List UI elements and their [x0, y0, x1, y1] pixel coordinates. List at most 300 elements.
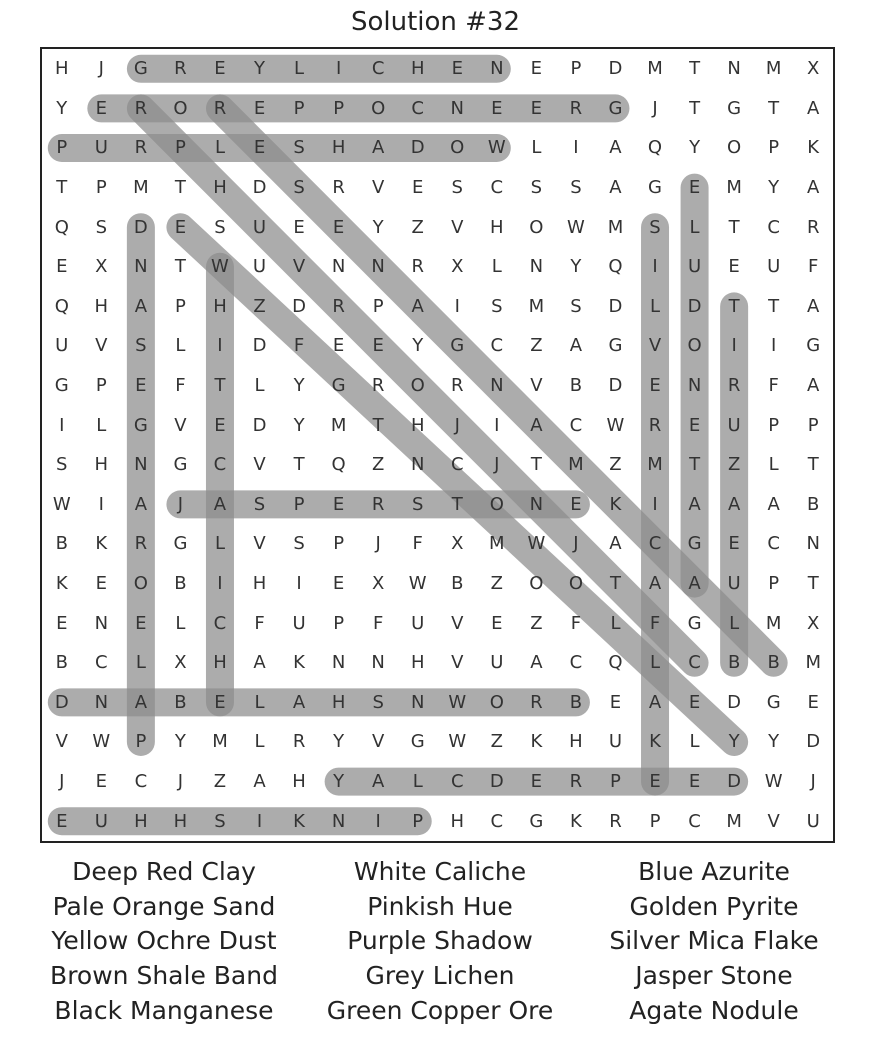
grid-cell: J — [375, 533, 381, 555]
grid-cell: E — [491, 612, 503, 634]
grid-cell: F — [293, 335, 305, 357]
grid-cell: P — [768, 414, 780, 436]
grid-cell: D — [292, 295, 306, 317]
grid-cell: N — [94, 612, 109, 634]
grid-cell: A — [134, 691, 148, 713]
grid-cell: C — [411, 97, 424, 119]
grid-cell: R — [134, 97, 148, 119]
grid-cell: P — [649, 810, 661, 832]
grid-cell: V — [253, 454, 266, 476]
grid-cell: S — [293, 533, 305, 555]
grid-cell: Y — [570, 256, 582, 278]
grid-cell: D — [410, 137, 425, 159]
grid-cell: C — [490, 177, 504, 199]
grid-cell: N — [490, 375, 504, 397]
grid-cell: S — [530, 177, 543, 199]
grid-cell: R — [332, 177, 345, 199]
grid-cell: W — [448, 691, 467, 713]
grid-cell: E — [214, 58, 226, 80]
word-list-item: Pale Orange Sand — [52, 891, 276, 921]
grid-cell: Z — [490, 573, 503, 595]
grid-cell: L — [689, 216, 700, 238]
grid-cell: Y — [293, 414, 305, 436]
grid-cell: M — [726, 810, 742, 832]
grid-cell: C — [569, 652, 583, 674]
grid-cell: W — [606, 414, 625, 436]
grid-cell: H — [134, 810, 148, 832]
grid-cell: X — [95, 256, 108, 278]
grid-cell: J — [810, 771, 816, 793]
grid-cell: K — [530, 731, 543, 753]
grid-cell: P — [768, 573, 780, 595]
grid-cell: E — [56, 612, 68, 634]
grid-cell: H — [173, 810, 188, 832]
grid-cell: R — [213, 97, 227, 119]
grid-cell: M — [330, 414, 347, 436]
grid-cell: L — [650, 652, 661, 674]
grid-cell: D — [252, 335, 267, 357]
grid-cell: I — [652, 256, 658, 278]
grid-cell: F — [768, 375, 779, 397]
grid-cell: A — [688, 493, 701, 515]
grid-cell: N — [806, 533, 820, 555]
grid-cell: M — [212, 731, 228, 753]
grid-cell: V — [451, 652, 464, 674]
grid-cell: I — [217, 335, 223, 357]
grid-cell: U — [411, 612, 425, 634]
grid-cell: K — [55, 573, 68, 595]
grid-cell: S — [293, 177, 305, 199]
grid-cell: I — [296, 573, 302, 595]
grid-cell: W — [567, 216, 585, 238]
grid-cell: A — [807, 375, 820, 397]
grid-cell: L — [610, 612, 621, 634]
grid-cell: Q — [647, 137, 663, 159]
grid-cell: C — [490, 335, 504, 357]
grid-cell: S — [451, 177, 463, 199]
grid-cell: C — [450, 771, 464, 793]
grid-cell: L — [214, 137, 225, 159]
word-list-column-1 — [14, 855, 314, 1029]
grid-cell: C — [371, 58, 385, 80]
grid-cell: R — [371, 493, 385, 515]
grid-cell: C — [213, 612, 227, 634]
grid-cell: S — [214, 810, 226, 832]
word-list-item: Agate Nodule — [629, 995, 799, 1025]
grid-cell: B — [767, 652, 780, 674]
grid-cell: U — [687, 256, 702, 278]
grid-cell: V — [292, 256, 306, 278]
grid-cell: E — [807, 691, 819, 713]
grid-cell: N — [331, 652, 346, 674]
grid-cell: Z — [213, 771, 227, 793]
grid-cell: H — [410, 414, 425, 436]
grid-cell: E — [688, 771, 701, 793]
grid-cell: P — [174, 137, 186, 159]
grid-cell: U — [727, 414, 741, 436]
grid-cell: Z — [253, 295, 266, 317]
grid-cell: T — [609, 573, 621, 595]
word-list-item: Yellow Ochre Dust — [51, 926, 277, 956]
grid-cell: R — [451, 375, 464, 397]
grid-cell: F — [372, 612, 384, 634]
grid-cell: G — [331, 375, 346, 397]
grid-cell: A — [609, 137, 622, 159]
grid-cell: G — [727, 97, 742, 119]
grid-cell: X — [451, 533, 464, 555]
grid-cell: V — [55, 731, 68, 753]
grid-cell: Y — [372, 216, 384, 238]
grid-cell: N — [331, 256, 346, 278]
grid-cell: Y — [333, 771, 345, 793]
grid-cell: C — [450, 454, 464, 476]
word-list-item: White Caliche — [353, 857, 527, 886]
word-list-item: Silver Mica Flake — [609, 926, 819, 956]
grid-cell: L — [650, 295, 661, 317]
grid-cell: H — [94, 295, 109, 317]
grid-cell: T — [807, 573, 819, 595]
grid-cell: O — [529, 573, 544, 595]
grid-cell: L — [729, 612, 740, 634]
grid-cell: O — [410, 375, 425, 397]
grid-cell: S — [253, 493, 266, 515]
grid-cell: V — [530, 375, 543, 397]
grid-cell: X — [174, 652, 187, 674]
grid-cell: U — [806, 810, 820, 832]
word-list-item: Purple Shadow — [347, 926, 533, 956]
grid-cell: U — [727, 573, 741, 595]
grid-cell: C — [213, 454, 227, 476]
grid-cell: B — [55, 652, 68, 674]
grid-cell: M — [805, 652, 821, 674]
grid-cell: W — [211, 256, 229, 278]
grid-cell: A — [807, 177, 820, 199]
grid-cell: C — [767, 216, 780, 238]
grid-cell: Y — [56, 97, 68, 119]
grid-cell: R — [806, 216, 820, 238]
grid-cell: P — [333, 612, 345, 634]
grid-cell: E — [609, 691, 622, 713]
grid-cell: E — [214, 691, 226, 713]
grid-cell: O — [687, 335, 702, 357]
grid-cell: T — [728, 216, 740, 238]
grid-cell: E — [570, 493, 582, 515]
grid-cell: E — [332, 573, 345, 595]
grid-cell: W — [448, 731, 467, 753]
grid-cell: I — [98, 493, 104, 515]
grid-cell: T — [451, 493, 463, 515]
grid-cell: P — [610, 771, 621, 793]
grid-cell: O — [133, 573, 148, 595]
grid-cell: H — [331, 691, 346, 713]
grid-cell: P — [293, 493, 305, 515]
grid-cell: V — [451, 612, 464, 634]
grid-cell: Q — [54, 216, 69, 238]
grid-cell: R — [134, 533, 148, 555]
grid-cell: L — [214, 533, 225, 555]
grid-cell: Y — [768, 731, 780, 753]
grid-cell: O — [529, 216, 544, 238]
grid-cell: A — [807, 97, 820, 119]
grid-cell: H — [252, 573, 267, 595]
grid-cell: M — [647, 58, 663, 80]
grid-cell: R — [371, 375, 385, 397]
grid-cell: D — [608, 58, 623, 80]
grid-cell: N — [410, 691, 425, 713]
grid-cell: E — [728, 533, 740, 555]
grid-cell: L — [135, 652, 146, 674]
grid-cell: H — [490, 216, 504, 238]
grid-cell: D — [806, 731, 821, 753]
grid-cell: E — [332, 493, 345, 515]
grid-cell: A — [569, 335, 583, 357]
grid-cell: M — [765, 58, 782, 80]
grid-cell: T — [174, 256, 186, 278]
grid-cell: G — [766, 691, 781, 713]
grid-cell: Y — [689, 137, 701, 159]
grid-cell: U — [252, 216, 267, 238]
grid-cell: R — [530, 691, 543, 713]
grid-cell: E — [135, 612, 147, 634]
grid-cell: J — [494, 454, 500, 476]
grid-cell: P — [95, 177, 107, 199]
grid-cell: G — [648, 177, 662, 199]
grid-cell: H — [410, 58, 425, 80]
grid-cell: G — [687, 612, 702, 634]
grid-cell: L — [768, 454, 779, 476]
grid-cell: I — [652, 493, 658, 515]
grid-cell: A — [807, 295, 820, 317]
grid-cell: K — [293, 652, 305, 674]
grid-cell: Z — [727, 454, 741, 476]
grid-cell: S — [56, 454, 68, 476]
word-list-item: Golden Pyrite — [629, 891, 799, 921]
grid-cell: O — [450, 137, 465, 159]
word-search-board — [40, 47, 835, 843]
grid-cell: V — [174, 414, 187, 436]
grid-cell: N — [727, 58, 741, 80]
grid-cell: P — [293, 97, 305, 119]
grid-cell: B — [174, 691, 187, 713]
grid-cell: G — [54, 375, 69, 397]
grid-cell: R — [569, 771, 583, 793]
grid-cell: A — [134, 295, 148, 317]
grid-cell: T — [728, 295, 740, 317]
grid-cell: A — [372, 137, 385, 159]
grid-cell: S — [411, 493, 424, 515]
grid-cell: N — [94, 691, 109, 713]
grid-cell: T — [768, 97, 780, 119]
grid-cell: D — [608, 295, 623, 317]
grid-cell: P — [174, 295, 186, 317]
word-list-item: Deep Red Clay — [72, 857, 256, 886]
grid-cell: O — [173, 97, 188, 119]
grid-cell: T — [174, 177, 186, 199]
word-list-item: Grey Lichen — [365, 961, 515, 991]
grid-cell: I — [573, 137, 579, 159]
grid-cell: E — [688, 177, 701, 199]
grid-cell: R — [727, 375, 741, 397]
grid-cell: C — [95, 652, 108, 674]
grid-cell: Z — [411, 216, 424, 238]
grid-cell: E — [95, 97, 107, 119]
grid-cell: H — [55, 58, 69, 80]
grid-cell: F — [570, 612, 582, 634]
grid-cell: X — [451, 256, 464, 278]
grid-cell: B — [569, 375, 583, 397]
grid-cell: W — [52, 493, 71, 515]
grid-cell: E — [95, 573, 107, 595]
grid-cell: O — [568, 573, 583, 595]
word-list-item: Black Manganese — [54, 995, 274, 1025]
grid-cell: N — [371, 652, 385, 674]
grid-cell: N — [687, 375, 702, 397]
grid-cell: P — [768, 137, 780, 159]
grid-cell: D — [727, 691, 742, 713]
grid-cell: Y — [768, 177, 780, 199]
grid-cell: E — [332, 216, 345, 238]
grid-cell: H — [292, 771, 306, 793]
grid-cell: T — [689, 97, 701, 119]
grid-cell: E — [332, 335, 345, 357]
grid-cell: V — [372, 731, 385, 753]
grid-cell: G — [133, 58, 148, 80]
grid-cell: A — [767, 493, 780, 515]
grid-cell: M — [765, 612, 782, 634]
grid-cell: T — [689, 58, 701, 80]
grid-cell: T — [530, 454, 542, 476]
grid-cell: P — [135, 731, 147, 753]
grid-cell: Y — [254, 58, 266, 80]
grid-cell: Z — [609, 454, 622, 476]
grid-cell: T — [372, 414, 384, 436]
grid-cell: L — [96, 414, 107, 436]
word-list-column-3 — [564, 855, 864, 1029]
grid-cell: U — [767, 256, 781, 278]
grid-cell: N — [529, 256, 544, 278]
puzzle-title: Solution #32 — [350, 7, 521, 37]
grid-cell: G — [608, 97, 623, 119]
grid-cell: E — [95, 771, 107, 793]
grid-cell: U — [55, 335, 69, 357]
grid-cell: Y — [333, 731, 345, 753]
grid-cell: O — [489, 493, 504, 515]
grid-cell: N — [529, 493, 544, 515]
grid-cell: V — [648, 335, 662, 357]
grid-cell: M — [528, 295, 545, 317]
grid-cell: A — [253, 652, 266, 674]
grid-cell: T — [214, 375, 226, 397]
grid-cell: J — [177, 771, 184, 793]
grid-cell: E — [293, 216, 305, 238]
grid-cell: U — [252, 256, 267, 278]
grid-cell: A — [609, 177, 622, 199]
grid-cell: Z — [530, 335, 543, 357]
grid-cell: S — [214, 216, 226, 238]
grid-cell: V — [767, 810, 780, 832]
grid-cell: E — [253, 137, 266, 159]
grid-cell: H — [94, 454, 109, 476]
grid-cell: C — [490, 810, 504, 832]
grid-cell: R — [134, 137, 148, 159]
grid-cell: E — [491, 97, 503, 119]
grid-cell: M — [568, 454, 584, 476]
grid-cell: Z — [490, 731, 503, 753]
grid-cell: Y — [412, 335, 424, 357]
grid-cell: U — [94, 137, 108, 159]
grid-cell: B — [807, 493, 820, 515]
grid-cell: I — [771, 335, 777, 357]
grid-cell: Q — [608, 256, 623, 278]
grid-cell: W — [527, 533, 546, 555]
grid-cell: H — [410, 652, 425, 674]
grid-cell: O — [371, 97, 386, 119]
grid-cell: C — [767, 533, 780, 555]
grid-cell: K — [649, 731, 661, 753]
grid-cell: G — [687, 533, 702, 555]
grid-cell: I — [494, 414, 500, 436]
grid-cell: E — [649, 771, 661, 793]
grid-cell: E — [728, 256, 740, 278]
grid-cell: L — [531, 137, 542, 159]
grid-cell: R — [292, 731, 306, 753]
grid-cell: T — [807, 454, 819, 476]
word-list — [0, 855, 871, 1035]
grid-cell: T — [56, 177, 68, 199]
grid-cell: X — [371, 573, 385, 595]
grid-cell: P — [570, 58, 582, 80]
grid-cell: X — [807, 612, 820, 634]
grid-cell: H — [213, 295, 227, 317]
grid-cell: V — [253, 533, 266, 555]
grid-cell: E — [412, 177, 424, 199]
grid-cell: K — [609, 493, 622, 515]
grid-cell: C — [688, 810, 701, 832]
grid-cell: E — [372, 335, 384, 357]
grid-cell: S — [570, 295, 582, 317]
grid-cell: W — [92, 731, 111, 753]
grid-cell: P — [95, 375, 107, 397]
grid-cell: D — [489, 771, 504, 793]
grid-cell: A — [411, 295, 424, 317]
grid-cell: R — [411, 256, 424, 278]
grid-cell: F — [649, 612, 661, 634]
grid-cell: X — [807, 58, 820, 80]
grid-cell: E — [688, 691, 701, 713]
grid-cell: I — [59, 414, 65, 436]
grid-cell: A — [609, 533, 622, 555]
grid-cell: P — [333, 97, 345, 119]
grid-cell: S — [135, 335, 147, 357]
grid-cell: N — [134, 454, 148, 476]
grid-cell: M — [607, 216, 624, 238]
grid-cell: S — [570, 177, 582, 199]
grid-cell: K — [95, 533, 108, 555]
grid-cell: O — [727, 137, 742, 159]
grid-cell: E — [214, 414, 226, 436]
grid-cell: C — [569, 414, 583, 436]
grid-cell: T — [293, 454, 305, 476]
grid-cell: L — [254, 375, 265, 397]
grid-cell: Y — [728, 731, 740, 753]
grid-cell: I — [217, 573, 223, 595]
word-list-item: Jasper Stone — [635, 961, 793, 991]
grid-cell: H — [569, 731, 583, 753]
grid-cell: J — [573, 533, 579, 555]
grid-cell: L — [294, 58, 305, 80]
grid-cell: M — [647, 454, 663, 476]
grid-cell: Q — [331, 454, 346, 476]
